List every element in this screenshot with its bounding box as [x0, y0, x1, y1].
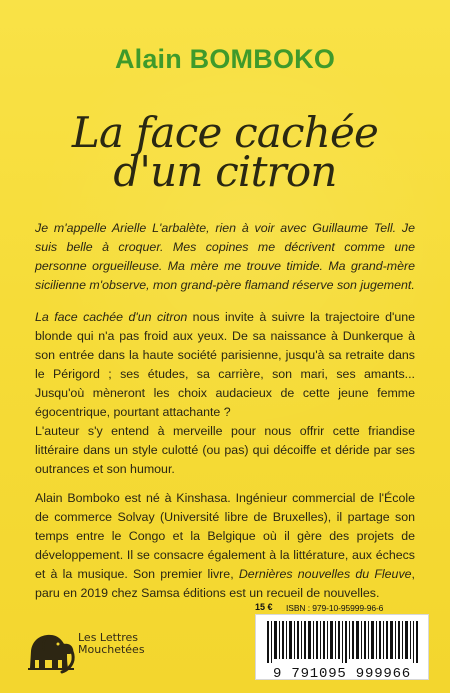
author-bio-rest: , paru en 2019 chez Samsa éditions est un recueil de nouvelles. — [35, 567, 415, 600]
excerpt-paragraph: Je m'appelle Arielle L'arbalète, rien à voir avec Guillaume Tell. Je suis belle à croquer. Mes copines me décrivent comme une personne orgueilleuse. Ma mère me trouve timide. Ma grand-mère sicilienne m'observe, mon grand-père flamand réserve son jugement. — [35, 221, 415, 292]
summary-paragraph — [35, 308, 415, 422]
price-label: 15 € — [255, 602, 273, 612]
publisher-name-line-2: Mouchetées — [78, 643, 145, 656]
author-bio-paragraph — [35, 489, 415, 603]
isbn-label: ISBN : 979-10-95999-96-6 — [286, 603, 384, 613]
barcode — [255, 614, 429, 680]
author-name: Alain BOMBOKO — [114, 44, 336, 74]
previous-book-title: Dernières nouvelles du Fleuve — [238, 567, 412, 581]
barcode-number: 9 791095 999966 — [272, 666, 412, 680]
summary-text: nous invite à suivre la trajectoire d'une blonde qui n'a pas froid aux yeux. De sa naissance à Dunkerque à son entrée dans la haute société parisienne, jusqu'à sa retraite dans le Périgord ; ses études, sa carrière, son mari, ses amants... Jusqu'où mèneront les choix audacieux de cette jeune femme égocentrique, pourtant attachante ? — [35, 310, 416, 419]
publisher-name — [78, 632, 163, 656]
book-title-line-1: La face cachée — [71, 108, 379, 157]
book-title-line-2: d'un citron — [113, 147, 337, 196]
publisher-name-line-1: Les Lettres — [78, 631, 139, 644]
publisher-logo — [24, 622, 184, 677]
review-paragraph: L'auteur s'y entend à merveille pour nous offrir cette friandise littéraire dans un style culotté (ou pas) qui décoiffe et déride par ses outrances et son humour. — [35, 424, 415, 476]
summary-book-title: La face cachée d'un citron — [35, 310, 188, 324]
author-bio-intro: Alain Bomboko est né à Kinshasa. Ingénieur commercial de l'École de commerce Solvay (Université libre de Bruxelles), il partage son temps entre le Congo et la Belgique où il gère des projets de développement. Il se consacre également à la littérature, aux échecs et à la musique. Son premier livre, — [35, 491, 415, 581]
elephant-icon — [24, 626, 78, 674]
barcode-bars — [267, 621, 419, 663]
barcode-area — [255, 602, 431, 680]
